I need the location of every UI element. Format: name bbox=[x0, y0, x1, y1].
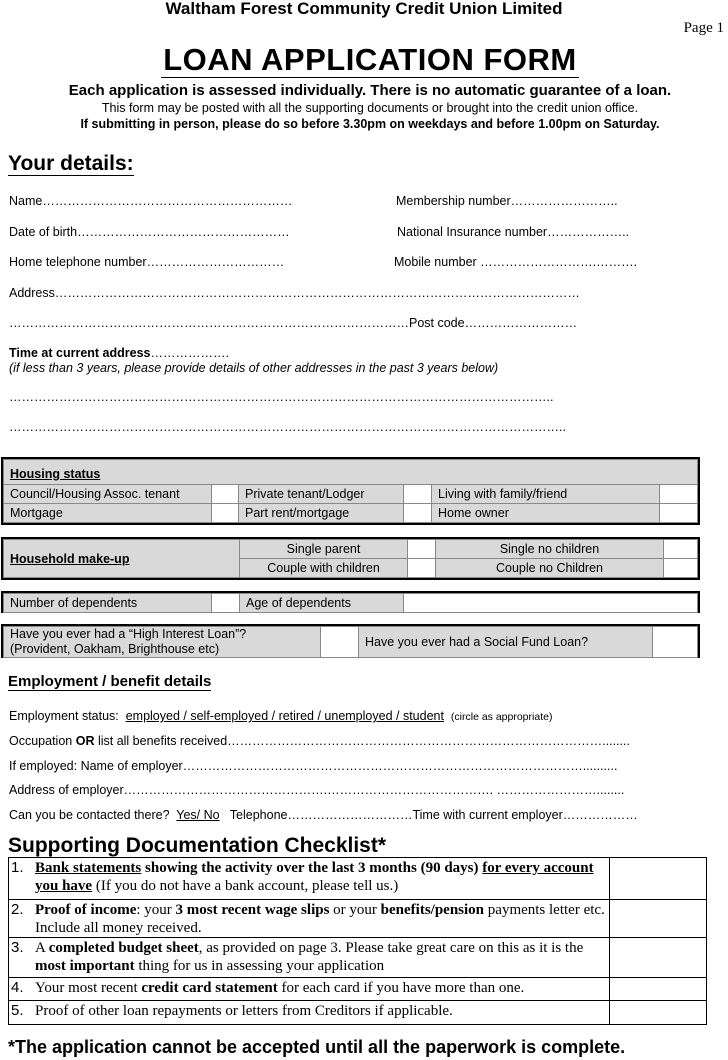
national-insurance-field[interactable]: National Insurance number……………….. bbox=[397, 225, 630, 239]
option-council-tenant: Council/Housing Assoc. tenant bbox=[4, 485, 212, 504]
employer-address-field[interactable]: Address of employer………………………………………….…………………………………. ……………………........ bbox=[9, 783, 625, 797]
number-of-dependents-input[interactable] bbox=[212, 594, 240, 613]
home-telephone-field[interactable]: Home telephone number…………………………… bbox=[9, 255, 285, 269]
option-part-rent: Part rent/mortgage bbox=[239, 504, 404, 523]
previous-address-line-2[interactable]: …………………………………………………………………………………………………………………….. bbox=[9, 420, 566, 434]
option-mortgage: Mortgage bbox=[4, 504, 212, 523]
employment-status-field[interactable]: Employment status: employed / self-employed / retired / unemployed / student (circle as appropriate) bbox=[9, 709, 553, 723]
number-of-dependents-label: Number of dependents bbox=[4, 594, 212, 613]
checkbox-part-rent[interactable] bbox=[404, 504, 432, 523]
checklist-item: 4. Your most recent credit card statement for each card if you have more than one. bbox=[9, 978, 707, 1001]
organisation-name: Waltham Forest Community Credit Union Limited bbox=[165, 0, 563, 18]
documentation-checklist bbox=[8, 857, 707, 1025]
name-field[interactable]: Name…………………………………………………… bbox=[9, 194, 293, 208]
checklist-tick-box[interactable] bbox=[610, 900, 707, 938]
checkbox-single-parent[interactable] bbox=[408, 540, 436, 559]
address-field[interactable]: Address……………………………………………………………………………………………………………… bbox=[9, 286, 580, 300]
contact-at-work-field[interactable]: Can you be contacted there? Yes/ No Telephone…………………………Time with current employer……………… bbox=[9, 808, 638, 822]
checklist-item: 3. A completed budget sheet, as provided on page 3. Please take great care on this as it is the most important thing for us in assessing your application bbox=[9, 938, 707, 978]
high-interest-loan-question: Have you ever had a “High Interest Loan”? (Provident, Oakham, Brighthouse etc) bbox=[4, 627, 321, 658]
option-private-tenant: Private tenant/Lodger bbox=[239, 485, 404, 504]
submission-hours-notice: If submitting in person, please do so before 3.30pm on weekdays and before 1.00pm on Saturday. bbox=[80, 117, 660, 131]
page-number: Page 1 bbox=[683, 20, 724, 36]
checkbox-private-tenant[interactable] bbox=[404, 485, 432, 504]
membership-number-field[interactable]: Membership number…………………….. bbox=[396, 194, 618, 208]
checklist-item: 5. Proof of other loan repayments or letters from Creditors if applicable. bbox=[9, 1001, 707, 1025]
checklist-item: 1. Bank statements showing the activity over the last 3 months (90 days) for every account you have (If you do not have a bank account, please tell us.) bbox=[9, 858, 707, 900]
household-makeup-box bbox=[1, 537, 700, 580]
housing-status-box bbox=[1, 457, 700, 525]
social-fund-loan-question: Have you ever had a Social Fund Loan? bbox=[359, 627, 653, 658]
checkbox-couple-with-children[interactable] bbox=[408, 559, 436, 578]
checkbox-single-no-children[interactable] bbox=[664, 540, 698, 559]
age-of-dependents-input[interactable] bbox=[404, 594, 698, 613]
dependents-box bbox=[1, 591, 700, 613]
checkbox-couple-no-children[interactable] bbox=[664, 559, 698, 578]
completion-notice: *The application cannot be accepted until all the paperwork is complete. bbox=[8, 1037, 626, 1057]
assessment-notice: Each application is assessed individually. There is no automatic guarantee of a loan. bbox=[68, 82, 672, 99]
option-couple-with-children: Couple with children bbox=[240, 559, 408, 578]
option-single-no-children: Single no children bbox=[436, 540, 664, 559]
option-living-with-family: Living with family/friend bbox=[432, 485, 660, 504]
checklist-tick-box[interactable] bbox=[610, 978, 707, 1001]
posting-notice: This form may be posted with all the supporting documents or brought into the credit union office. bbox=[101, 101, 639, 115]
checkbox-council-tenant[interactable] bbox=[212, 485, 239, 504]
time-at-address-field[interactable]: Time at current address………………. bbox=[9, 346, 229, 360]
checklist-tick-box[interactable] bbox=[610, 858, 707, 900]
checklist-heading: Supporting Documentation Checklist* bbox=[8, 834, 387, 857]
your-details-heading: Your details: bbox=[8, 152, 134, 175]
checklist-tick-box[interactable] bbox=[610, 938, 707, 978]
high-interest-loan-answer[interactable] bbox=[321, 627, 359, 658]
age-of-dependents-label: Age of dependents bbox=[240, 594, 404, 613]
employer-name-field[interactable]: If employed: Name of employer…………………………………………………………………………………….......... bbox=[9, 759, 618, 773]
option-home-owner: Home owner bbox=[432, 504, 660, 523]
employment-heading: Employment / benefit details bbox=[8, 673, 212, 690]
previous-address-line-1[interactable]: ………………………………………………………………………………………………………………….. bbox=[9, 390, 554, 404]
postcode-field[interactable]: ……………………………………………………………………………………Post code……………………… bbox=[9, 316, 578, 330]
date-of-birth-field[interactable]: Date of birth…………………………………………… bbox=[9, 225, 290, 239]
previous-loans-box bbox=[1, 624, 700, 658]
household-makeup-heading: Household make-up bbox=[4, 540, 240, 578]
housing-status-heading: Housing status bbox=[4, 460, 698, 485]
option-couple-no-children: Couple no Children bbox=[436, 559, 664, 578]
checklist-item: 2. Proof of income: your 3 most recent wage slips or your benefits/pension payments letter etc. Include all money received. bbox=[9, 900, 707, 938]
occupation-field[interactable]: Occupation OR list all benefits received………………………………………………………………………………........ bbox=[9, 734, 630, 748]
checklist-tick-box[interactable] bbox=[610, 1001, 707, 1025]
checkbox-living-with-family[interactable] bbox=[660, 485, 698, 504]
option-single-parent: Single parent bbox=[240, 540, 408, 559]
previous-address-note: (if less than 3 years, please provide details of other addresses in the past 3 years below) bbox=[9, 361, 499, 375]
form-title: LOAN APPLICATION FORM bbox=[163, 42, 577, 77]
mobile-number-field[interactable]: Mobile number ……………………….………. bbox=[394, 255, 638, 269]
checkbox-home-owner[interactable] bbox=[660, 504, 698, 523]
social-fund-loan-answer[interactable] bbox=[653, 627, 698, 658]
checkbox-mortgage[interactable] bbox=[212, 504, 239, 523]
